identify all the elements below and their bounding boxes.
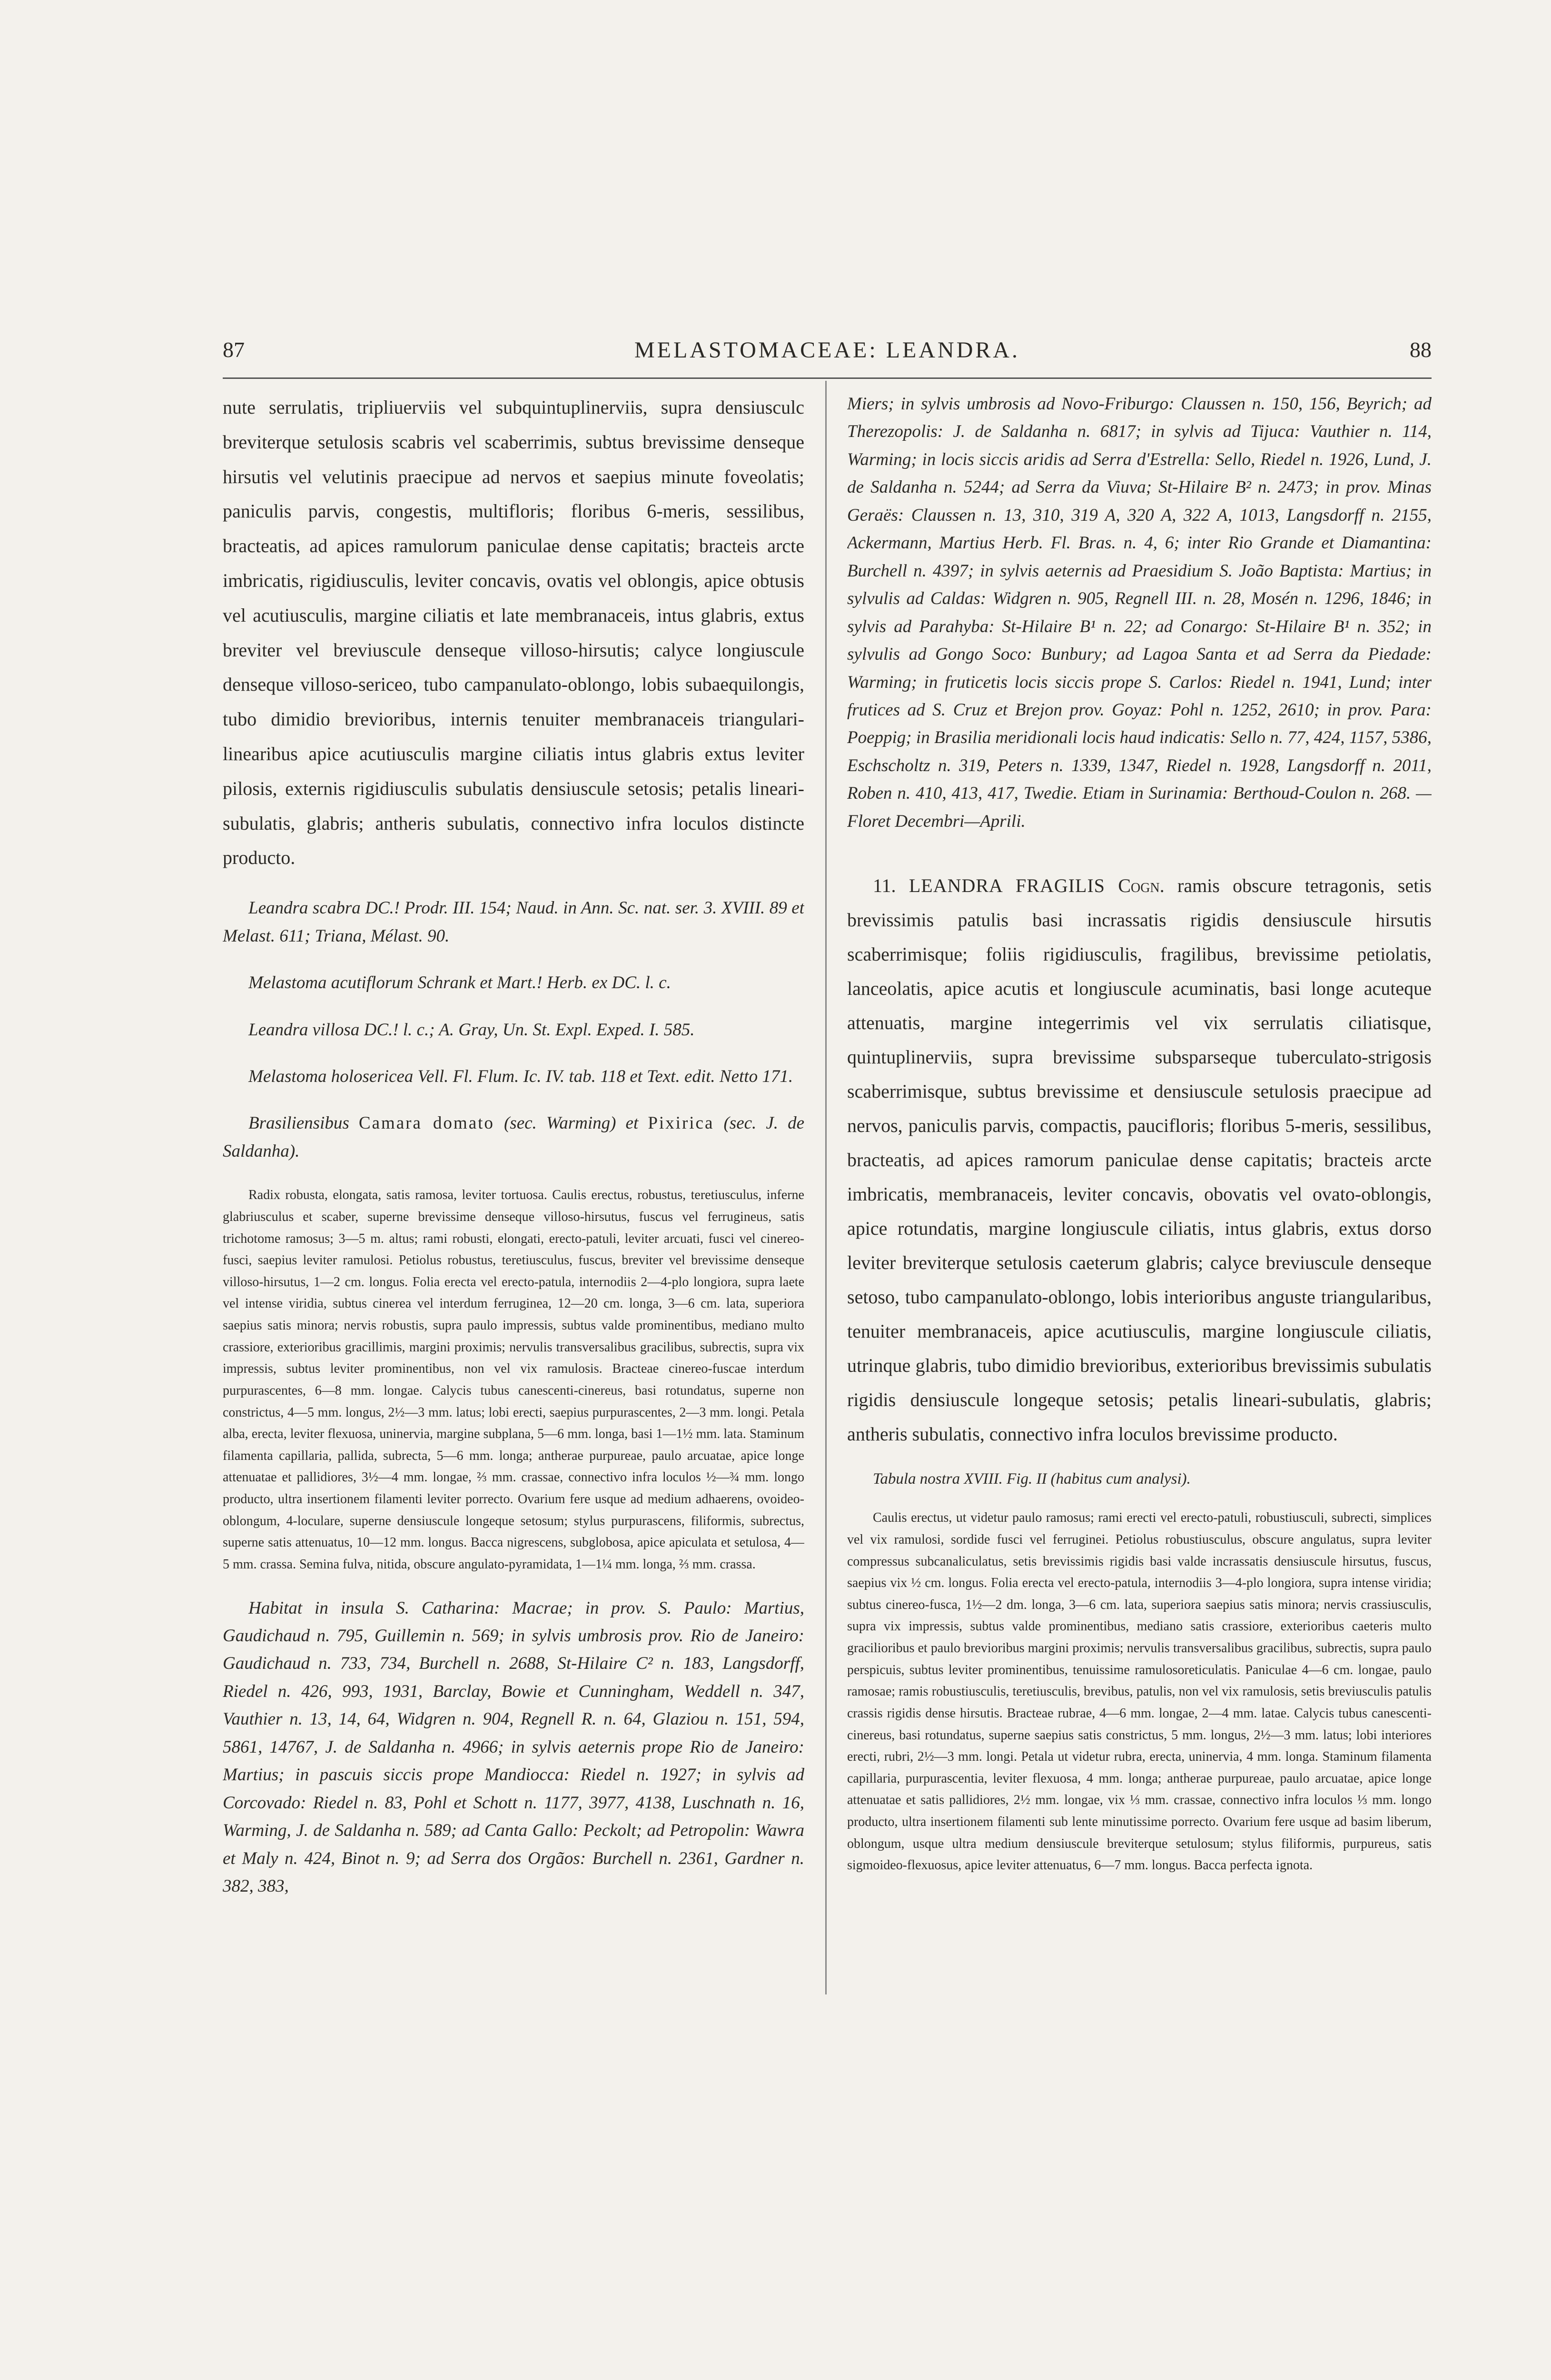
description-continued: nute serrulatis, tripliuerviis vel subquintuplinerviis, supra densiusculc breviterque setulosis scabris vel scaberrimis, subtus brevissime denseque hirsutis vel velutinis praecipue ad nervos et saepius minute foveolatis; paniculis parvis, congestis, multifloris; floribus 6-meris, sessilibus, bracteatis, ad apices ramulorum paniculae dense capitatis; bracteis arcte imbricatis, rigidiusculis, leviter concavis, ovatis vel oblongis, apice obtusis vel acutiusculis, margine ciliatis et late membranaceis, intus glabris, extus breviter vel breviuscule denseque villoso-hirsutis; calyce longiuscule denseque villoso-sericeo, tubo campanulato-oblongo, lobis subaequilongis, tubo dimidio brevioribus, internis tenuiter membranaceis triangulari-linearibus apice acutiusculis margine ciliatis intus glabris extus leviter pilosis, externis rigidiusculis subulatis densiuscule setosis; petalis lineari-subulatis, glabris; antheris subulatis, connectivo infra loculos distincte producto. xyxy=(223,397,804,869)
page-number-left: 87 xyxy=(223,337,245,362)
detailed-description: Radix robusta, elongata, satis ramosa, leviter tortuosa. Caulis erectus, robustus, teretiusculus, inferne glabriusculus et scaber, superne brevissime denseque villoso-hirsutus, fuscus vel ferrugineus, satis trichotome ramosus; 3—5 m. altus; rami robusti, elongati, erecto-patuli, leviter arcuati, fusci vel cinereo-fusci, saepius leviter ramulosi. Petiolus robustus, teretiusculus, fuscus, breviter vel brevissime denseque villoso-hirsutus, 1—2 cm. longus. Folia erecta vel erecto-patula, internodiis 2—4-plo longiora, supra laete vel intense viridia, subtus cinerea vel interdum ferruginea, 12—20 cm. longa, 3—6 cm. lata, superiora saepius satis minora; nervis robustis, supra paulo impressis, subtus valde prominentibus, mediano multo crassiore, exterioribus gracillimis, margini proximis; nervulis transversalibus gracilibus, subrectis, supra vix impressis, subtus leviter prominentibus, non vel vix ramulosis. Bracteae cinereo-fuscae interdum purpurascentes, 6—8 mm. longae. Calycis tubus canescenti-cinereus, basi rotundatus, superne non constrictus, 4—5 mm. longus, 2½—3 mm. latus; lobi erecti, saepius purpurascentes, 2—3 mm. longi. Petala alba, erecta, leviter flexuosa, uninervia, margine subplana, 5—6 mm. longa, basi 1—1½ mm. lata. Staminum filamenta capillaria, pallida, subrecta, 5—6 mm. longa; antherae purpureae, paulo arcuatae, apice longe attenuatae et pallidiores, 3½—4 mm. longae, ⅔ mm. crassae, connectivo infra loculos ½—¾ mm. longo producto, ultra insertionem filamenti leviter porrecto. Ovarium fere usque ad medium adhaerens, ovoideo-oblongum, 4-loculare, superne densiuscule longeque setosum; stylus purpurascens, filiformis, subrectus, superne satis attenuatus, 10—12 mm. longus. Bacca nigrescens, subglobosa, apice apiculata et setulosa, 4—5 mm. crassa. Semina fulva, nitida, obscure angulato-pyramidata, 1—1¼ mm. longa, ⅔ mm. crassa. xyxy=(223,1188,804,1572)
species-entry xyxy=(847,869,1432,1451)
vernacular-names xyxy=(223,1110,804,1165)
species-diagnosis: ramis obscure tetragonis, setis brevissimis patulis basi incrassatis rigidis densiuscule hirsutis scaberrimisque; foliis rigidiusculis, fragilibus, brevissime petiolatis, lanceolatis, apice acutis et longiuscule acuminatis, basi longe acuteque attenuatis, margine integerrimis vel vix serrulatis ciliatisque, quintuplinerviis, supra brevissime subsparseque tuberculato-strigosis scaberrimisque, subtus brevissime et densiuscule setulosis praecipue ad nervos, paniculis parvis, compactis, paucifloris; floribus 5-meris, sessilibus, bracteatis, ad apices ramorum paniculae dense capitatis; bracteis arcte imbricatis, membranaceis, leviter concavis, obovatis vel ovato-oblongis, apice rotundatis, margine longiuscule ciliatis, intus glabris, extus dorso leviter breviterque setulosis caeterum glabris; calyce breviuscule denseque setoso, tubo campanulato-oblongo, lobis interioribus anguste triangularibus, tenuiter membranaceis, apice acutiusculis, margine longiuscule ciliatis, utrinque glabris, tubo dimidio brevioribus, exterioribus brevissimis subulatis rigidis densiuscule longeque setosis; petalis lineari-subulatis, glabris; antheris subulatis, connectivo infra loculos brevissime producto. xyxy=(847,875,1432,1445)
species-name: LEANDRA FRAGILIS xyxy=(909,875,1106,897)
page-number-right: 88 xyxy=(1410,337,1432,362)
plate-reference: Tabula nostra XVIII. Fig. II (habitus cum analysi). xyxy=(873,1470,1191,1488)
vernacular-name: Camara domato xyxy=(358,1113,494,1133)
left-column xyxy=(223,390,804,2028)
vernacular-intro: Brasiliensibus xyxy=(248,1113,349,1133)
vernacular-source: (sec. Warming) et xyxy=(504,1113,639,1133)
synonym-2: Melastoma acutiflorum Schrank et Mart.! Herb. ex DC. l. c. xyxy=(248,973,671,993)
running-header xyxy=(223,337,1432,370)
vernacular-source-2: (sec. J. de Saldanha). xyxy=(223,1113,804,1161)
species-detailed-description: Caulis erectus, ut videtur paulo ramosus; rami erecti vel erecto-patuli, robustiusculi, subrecti, simplices vel vix ramulosi, sordide fusci vel ferruginei. Petiolus robustiusculus, obscure angulatus, supra leviter compressus subcanaliculatus, setis brevissimis rigidis basi valde incrassatis densiuscule hirsutus, fuscus, saepius vix ½ cm. longus. Folia erecta vel erecto-patula, internodiis 3—4-plo longiora, supra intense viridia; subtus cinereo-fusca, 1½—2 dm. longa, 3—6 cm. lata, superiora saepius satis minora; nervis crassiusculis, supra vix impressis, subtus valde prominentibus, mediano satis crassiore, exterioribus caeteris multo gracilioribus et paulo brevioribus margini proximis; nervulis transversalibus gracilibus, subrectis, supra paulo perspicuis, subtus leviter prominentibus, tenuissime ramulosoreticulatis. Paniculae 4—6 cm. longae, paulo ramosae; ramis robustiusculis, teretiusculis, brevibus, patulis, non vel vix ramulosis, setis breviusculis patulis crassis rigidis dense hirsutis. Bracteae rubrae, 4—6 mm. longae, 2—4 mm. latae. Calycis tubus canescenti-cinereus, basi rotundatus, superne saepius satis constrictus, 5 mm. longus, 2½—3 mm. latus; lobi interiores erecti, rubri, 2½—3 mm. longi. Petala ut videtur rubra, erecta, uninervia, 4 mm. longa. Staminum filamenta capillaria, purpurascentia, leviter flexuosa, 4 mm. longa; antherae purpureae, paulo arcuatae, apice longe attenuatae et satis pallidiores, 2½ mm. longae, vix ⅓ mm. crassae, connectivo infra loculos ⅓ mm. longo producto, ultra insertionem filamenti sub lente minutissime porrecto. Ovarium fere usque ad basim liberum, oblongum, usque ultra medium densiuscule breviterque setulosum; stylus filiformis, purpureus, satis sigmoideo-flexuosus, apice leviter attenuatus, 6—7 mm. longus. Bacca perfecta ignota. xyxy=(847,1510,1432,1873)
synonym-3: Leandra villosa DC.! l. c.; A. Gray, Un. St. Expl. Exped. I. 585. xyxy=(248,1020,695,1040)
vernacular-name-2: Pixirica xyxy=(648,1113,714,1133)
habitat-paragraph: Habitat in insula S. Catharina: Macrae; in prov. S. Paulo: Martius, Gaudichaud n. 795, Guillemin n. 569; in sylvis umbrosis prov. Rio de Janeiro: Gaudichaud n. 733, 734, Burchell n. 2688, St-Hilaire C² n. 183, Langsdorff, Riedel n. 426, 993, 1931, Barclay, Bowie et Cunningham, Weddell n. 347, Vauthier n. 13, 14, 64, Widgren n. 904, Regnell R. n. 64, Glaziou n. 151, 594, 5861, 14767, J. de Saldanha n. 4966; in sylvis aeternis prope Rio de Janeiro: Martius; in pascuis siccis prope Mandiocca: Riedel n. 1927; in sylvis ad Corcovado: Riedel n. 83, Pohl et Schott n. 1177, 3977, 4138, Luschnath n. 16, Warming, J. de Saldanha n. 589; ad Canta Gallo: Peckolt; ad Petropolin: Wawra et Maly n. 424, Binot n. 9; ad Serra dos Orgãos: Burchell n. 2361, Gardner n. 382, 383, xyxy=(223,1598,804,1896)
right-column xyxy=(847,390,1432,2028)
synonym-4: Melastoma holosericea Vell. Fl. Flum. Ic. IV. tab. 118 et Text. edit. Netto 171. xyxy=(248,1066,793,1086)
synonym-1: Leandra scabra DC.! Prodr. III. 154; Naud. in Ann. Sc. nat. ser. 3. XVIII. 89 et Melast. 611; Triana, Mélast. 90. xyxy=(223,898,804,946)
species-number: 11. xyxy=(873,875,896,897)
habitat-continued: Miers; in sylvis umbrosis ad Novo-Friburgo: Claussen n. 150, 156, Beyrich; ad Therezopolis: J. de Saldanha n. 6817; in sylvis ad Tijuca: Vauthier n. 114, Warming; in locis siccis aridis ad Serra d'Estrella: Sello, Riedel n. 1926, Lund, J. de Saldanha n. 5244; ad Serra da Viuva; St-Hilaire B² n. 2473; in prov. Minas Geraës: Claussen n. 13, 310, 319 A, 320 A, 322 A, 1013, Langsdorff n. 2155, Ackermann, Martius Herb. Fl. Bras. n. 4, 6; inter Rio Grande et Diamantina: Burchell n. 4397; in sylvis aeternis ad Praesidium S. João Baptista: Martius; in sylvulis ad Caldas: Widgren n. 905, Regnell III. n. 28, Mosén n. 1296, 1846; in sylvis ad Parahyba: St-Hilaire B¹ n. 22; ad Conargo: St-Hilaire B¹ n. 352; in sylvulis ad Gongo Soco: Bunbury; ad Lagoa Santa et ad Serra da Piedade: Warming; in fruticetis locis siccis prope S. Carlos: Riedel n. 1941, Lund; inter frutices ad S. Cruz et Brejon prov. Goyaz: Pohl n. 1252, 2610; in prov. Para: Poeppig; in Brasilia meridionali locis haud indicatis: Sello n. 77, 424, 1157, 5386, Eschscholtz n. 319, Peters n. 1339, 1347, Riedel n. 1928, Langsdorff n. 2011, Roben n. 410, 413, 417, Twedie. Etiam in Surinamia: Berthoud-Coulon n. 268. — Floret Decembri—Aprili. xyxy=(847,394,1432,831)
species-author: Cogn. xyxy=(1118,875,1165,897)
column-divider xyxy=(825,381,827,1994)
running-title: MELASTOMACEAE: LEANDRA. xyxy=(634,337,1020,363)
header-rule xyxy=(223,377,1432,379)
